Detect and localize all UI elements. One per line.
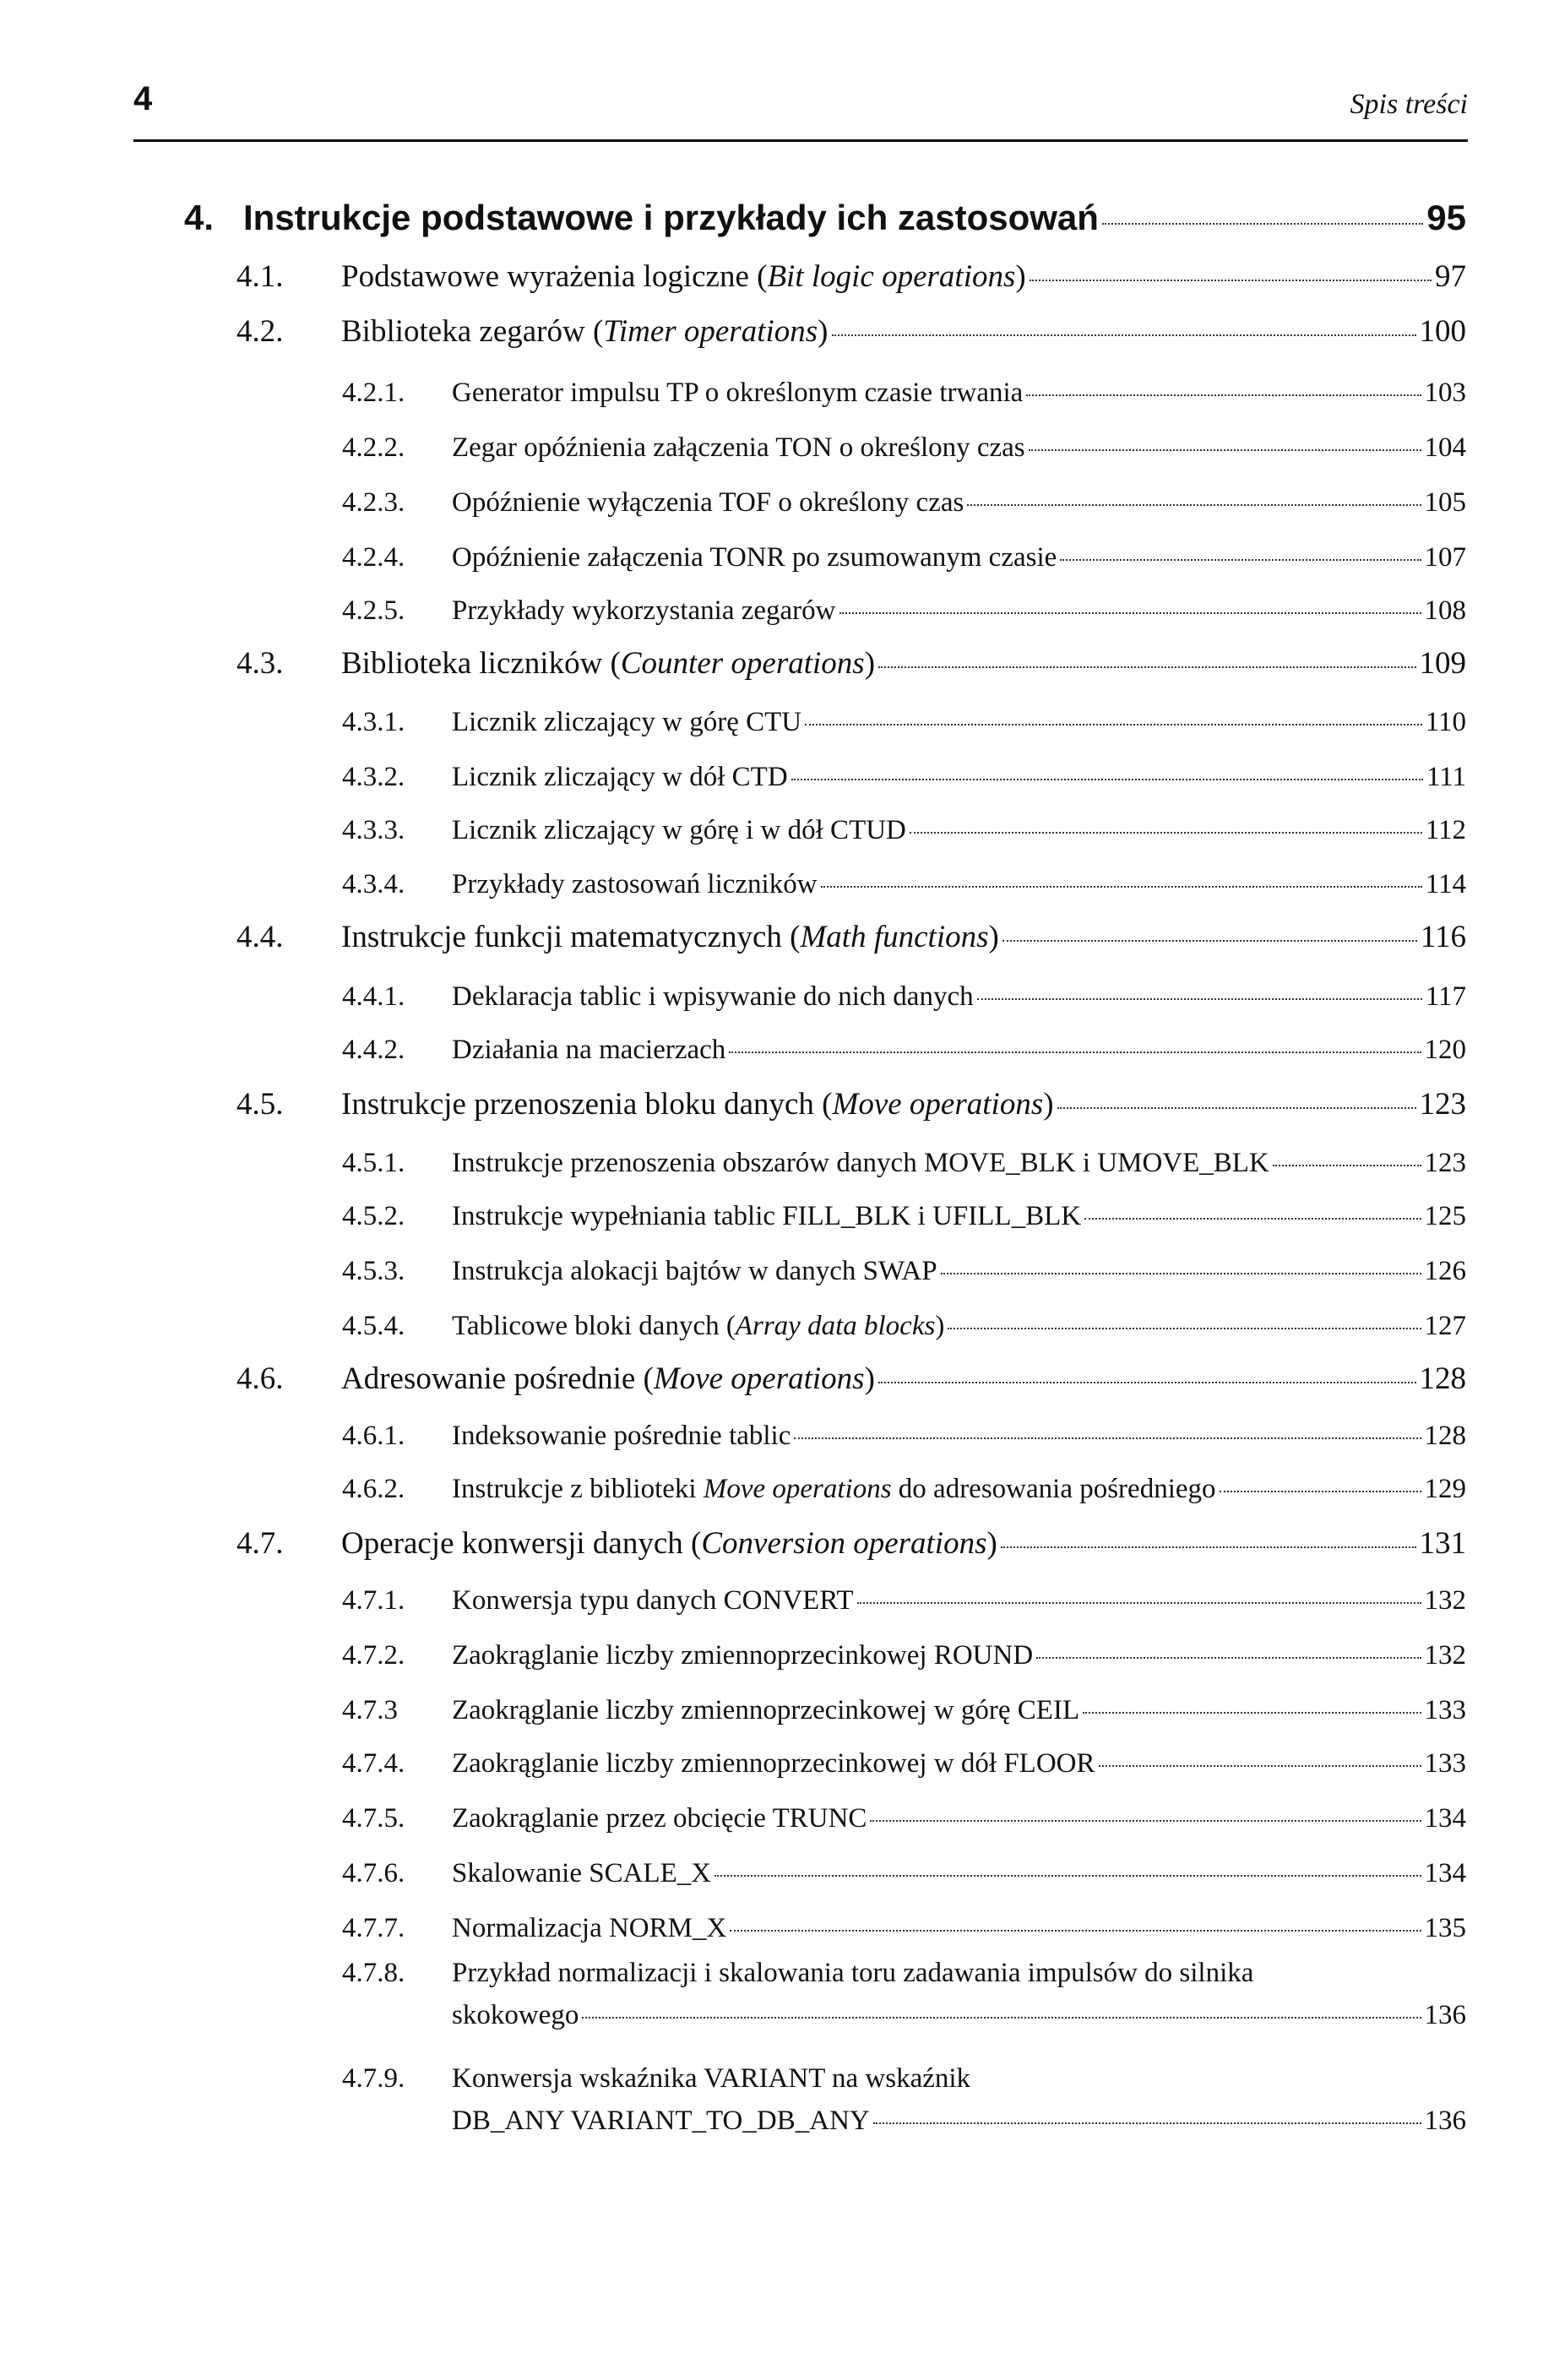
toc-number: 4.5.3.: [342, 1256, 405, 1286]
leader-dots: [1002, 909, 1417, 942]
toc-title: Opóźnienie załączenia TONR po zsumowanym czasie: [452, 542, 1057, 573]
toc-page: 104: [1424, 432, 1466, 463]
toc-number: 4.7.9.: [342, 2063, 405, 2094]
toc-page: 128: [1419, 1361, 1466, 1396]
toc-page: 108: [1424, 595, 1466, 626]
toc-title: Generator impulsu TP o określonym czasie trwania: [452, 378, 1024, 408]
leader-dots: [857, 1574, 1421, 1604]
toc-title: Biblioteka liczników (Counter operations): [341, 646, 876, 681]
leader-dots: [832, 303, 1416, 336]
leader-dots: [941, 1245, 1421, 1274]
toc-number: 4.5.1.: [342, 1148, 405, 1178]
toc-number: 4.6.1.: [342, 1421, 405, 1451]
toc-chapter-4[interactable]: [184, 193, 1466, 238]
leader-dots: [1083, 1684, 1421, 1714]
toc-page: 109: [1419, 646, 1466, 681]
toc-number: 4.4.2.: [342, 1035, 405, 1065]
toc-subentry[interactable]: [342, 1305, 1466, 1342]
toc-number: 4.5.4.: [342, 1311, 405, 1341]
toc-page: 105: [1424, 487, 1466, 518]
toc-page: 123: [1424, 1148, 1466, 1178]
toc-page: 133: [1424, 1748, 1466, 1779]
toc-page: 131: [1419, 1526, 1466, 1561]
toc-title: Biblioteka zegarów (Timer operations): [341, 314, 829, 349]
toc-page: 116: [1420, 920, 1466, 954]
toc-number: 4.2.4.: [342, 542, 405, 573]
toc-page: 103: [1424, 378, 1466, 408]
leader-dots: [1084, 1190, 1421, 1220]
toc-subentry[interactable]: [342, 1142, 1466, 1179]
toc-title: Indeksowanie pośrednie tablic: [452, 1421, 791, 1451]
toc-title: Instrukcje podstawowe i przykłady ich zastosowań: [243, 198, 1099, 237]
toc-title: Opóźnienie wyłączenia TOF o określony czas: [452, 487, 964, 518]
toc-page: 136: [1424, 2000, 1466, 2030]
leader-dots: [873, 2095, 1421, 2124]
leader-dots: [1102, 187, 1423, 225]
toc-page: 114: [1425, 869, 1466, 899]
toc-page: 120: [1424, 1035, 1466, 1065]
toc-title: Podstawowe wyrażenia logiczne (Bit logic operations): [341, 259, 1026, 294]
toc-number: 4.1.: [236, 259, 284, 294]
toc-title: Tablicowe bloki danych (Array data blocks): [452, 1311, 945, 1341]
toc-number: 4.7.7.: [342, 1913, 405, 1943]
toc-subentry[interactable]: [342, 1195, 1466, 1232]
leader-dots: [794, 1410, 1421, 1439]
toc-subentry[interactable]: [342, 427, 1466, 464]
toc-title: Instrukcje przenoszenia obszarów danych MOVE_BLK i UMOVE_BLK: [452, 1148, 1269, 1178]
toc-number: 4.2.3.: [342, 487, 405, 518]
toc-subentry[interactable]: [342, 481, 1466, 519]
toc-number: 4.7.5.: [342, 1803, 405, 1834]
toc-title-line-row: [452, 1994, 1466, 2031]
toc-title: Licznik zliczający w dół CTD: [452, 762, 788, 792]
toc-title: Normalizacja NORM_X: [452, 1913, 727, 1943]
toc-entry[interactable]: [236, 1356, 1466, 1397]
toc-subentry[interactable]: [342, 1250, 1466, 1287]
leader-dots: [1030, 248, 1432, 281]
toc-title: Deklaracja tablic i wpisywanie do nich danych: [452, 981, 974, 1012]
leader-dots: [948, 1300, 1421, 1329]
toc-entry[interactable]: [236, 1520, 1466, 1562]
toc-title: Instrukcje funkcji matematycznych (Math functions): [341, 920, 999, 954]
toc-page: 135: [1424, 1913, 1466, 1943]
toc-number: 4.2.2.: [342, 432, 405, 463]
leader-dots: [714, 1847, 1421, 1877]
toc-title: Zegar opóźnienia załączenia TON o określony czas: [452, 432, 1025, 463]
toc-page: 134: [1424, 1858, 1466, 1888]
toc-subentry[interactable]: [342, 1634, 1466, 1671]
leader-dots: [839, 584, 1421, 614]
toc-title: Zaokrąglanie przez obcięcie TRUNC: [452, 1803, 867, 1834]
toc-number: 4.7.6.: [342, 1858, 405, 1888]
toc-page: 100: [1419, 314, 1466, 349]
toc-title-line-row: [452, 2100, 1466, 2137]
toc-page: 127: [1424, 1311, 1466, 1341]
toc-title-line: skokowego: [452, 2000, 579, 2030]
toc-subentry[interactable]: [342, 536, 1466, 573]
toc-subentry[interactable]: [342, 1907, 1466, 1944]
toc-page: 128: [1424, 1421, 1466, 1451]
toc-title-line: Konwersja wskaźnika VARIANT na wskaźnik: [452, 2063, 971, 2094]
leader-dots: [805, 696, 1422, 725]
toc-number: 4.: [184, 198, 215, 237]
toc-subentry[interactable]: [342, 1579, 1466, 1617]
page-number: 4: [133, 80, 153, 117]
toc-page: 117: [1425, 981, 1466, 1012]
toc-page: 134: [1424, 1803, 1466, 1834]
toc-page: 123: [1419, 1087, 1466, 1122]
toc-subentry[interactable]: [342, 863, 1466, 900]
toc-entry[interactable]: [236, 640, 1466, 682]
leader-dots: [910, 804, 1422, 834]
leader-dots: [1057, 1076, 1416, 1109]
toc-subentry[interactable]: [342, 372, 1466, 409]
toc-title-line: Przykład normalizacji i skalowania toru zadawania impulsów do silnika: [452, 1958, 1254, 1988]
toc-entry[interactable]: [236, 1081, 1466, 1122]
toc-entry[interactable]: [236, 253, 1466, 295]
toc-subentry[interactable]: [342, 701, 1466, 738]
toc-title: Zaokrąglanie liczby zmiennoprzecinkowej w górę CEIL: [452, 1695, 1080, 1725]
leader-dots: [870, 1792, 1421, 1822]
toc-entry[interactable]: [236, 308, 1466, 350]
toc-page: 107: [1424, 542, 1466, 573]
toc-title: Skalowanie SCALE_X: [452, 1858, 712, 1888]
leader-dots: [967, 476, 1421, 506]
toc-subentry[interactable]: [342, 2063, 1466, 2137]
toc-title: Zaokrąglanie liczby zmiennoprzecinkowej w dół FLOOR: [452, 1748, 1095, 1779]
toc-subentry[interactable]: [342, 975, 1466, 1013]
leader-dots: [878, 1350, 1416, 1383]
toc-number: 4.7.1.: [342, 1585, 405, 1616]
leader-dots: [1026, 367, 1421, 396]
toc-page: 112: [1425, 815, 1466, 845]
toc-number: 4.5.: [236, 1087, 284, 1122]
leader-dots: [977, 970, 1422, 1000]
leader-dots: [821, 858, 1422, 888]
leader-dots: [729, 1024, 1421, 1053]
leader-dots: [1273, 1137, 1421, 1166]
toc-title: Adresowanie pośrednie (Move operations): [341, 1361, 875, 1396]
toc-title: Przykłady zastosowań liczników: [452, 869, 818, 899]
toc-number: 4.3.2.: [342, 762, 405, 792]
toc-page: 126: [1424, 1256, 1466, 1286]
toc-number: 4.6.2.: [342, 1474, 405, 1504]
toc-title: Instrukcje przenoszenia bloku danych (Move operations): [341, 1087, 1054, 1122]
toc-title-block: [452, 2063, 1466, 2137]
toc-page: 97: [1435, 259, 1466, 294]
leader-dots: [1029, 421, 1421, 451]
leader-dots: [1220, 1463, 1421, 1492]
toc-entry[interactable]: [236, 914, 1466, 955]
leader-dots: [878, 635, 1415, 668]
toc-title: Instrukcje wypełniania tablic FILL_BLK i UFILL_BLK: [452, 1201, 1082, 1231]
toc-number: 4.3.: [236, 646, 284, 681]
toc-number: 4.3.1.: [342, 707, 405, 737]
toc-number: 4.7.2.: [342, 1640, 405, 1671]
toc-page: 95: [1426, 198, 1466, 237]
toc-page: 110: [1425, 707, 1466, 737]
toc-page: 136: [1424, 2106, 1466, 2136]
toc-number: 4.4.: [236, 920, 284, 954]
toc-number: 4.2.5.: [342, 595, 405, 626]
toc-title: Instrukcja alokacji bajtów w danych SWAP: [452, 1256, 937, 1286]
leader-dots: [730, 1902, 1421, 1932]
toc-number: 4.2.1.: [342, 378, 405, 408]
toc-subentry[interactable]: [342, 809, 1466, 846]
leader-dots: [791, 751, 1423, 780]
leader-dots: [1060, 531, 1421, 561]
toc-number: 4.7.3: [342, 1695, 398, 1725]
toc-title-block: [452, 1958, 1466, 2031]
toc-subentry[interactable]: [342, 1415, 1466, 1452]
leader-dots: [1036, 1629, 1421, 1659]
toc-title: Licznik zliczający w górę CTU: [452, 707, 802, 737]
toc-title: Działania na macierzach: [452, 1035, 726, 1065]
toc-title: Operacje konwersji danych (Conversion operations): [341, 1526, 997, 1561]
toc-subentry[interactable]: [342, 1797, 1466, 1834]
toc-number: 4.2.: [236, 314, 284, 349]
running-title: Spis treści: [1350, 89, 1468, 120]
toc-subentry[interactable]: [342, 1029, 1466, 1066]
toc-page: 129: [1424, 1474, 1466, 1504]
toc-subentry[interactable]: [342, 756, 1466, 793]
toc-number: 4.7.: [236, 1526, 284, 1561]
toc-number: 4.3.3.: [342, 815, 405, 845]
toc-title: Zaokrąglanie liczby zmiennoprzecinkowej ROUND: [452, 1640, 1034, 1671]
toc-subentry[interactable]: [342, 1852, 1466, 1889]
toc-page: 133: [1424, 1695, 1466, 1725]
toc-number: 4.5.2.: [342, 1201, 405, 1231]
toc-subentry[interactable]: [342, 1742, 1466, 1780]
toc-subentry[interactable]: [342, 1958, 1466, 2031]
leader-dots: [1099, 1737, 1421, 1767]
toc-subentry[interactable]: [342, 1689, 1466, 1726]
toc-title: Przykłady wykorzystania zegarów: [452, 595, 836, 626]
toc-page: 111: [1426, 762, 1466, 792]
toc-page: 132: [1424, 1640, 1466, 1671]
toc-title: Konwersja typu danych CONVERT: [452, 1585, 854, 1616]
leader-dots: [1001, 1515, 1416, 1548]
toc-number: 4.4.1.: [342, 981, 405, 1012]
toc-title-line: DB_ANY VARIANT_TO_DB_ANY: [452, 2106, 870, 2136]
toc-number: 4.3.4.: [342, 869, 405, 899]
leader-dots: [582, 1989, 1421, 2019]
toc-title: Instrukcje z biblioteki Move operations do adresowania pośredniego: [452, 1474, 1216, 1504]
toc-number: 4.7.8.: [342, 1958, 405, 1988]
toc-title: Licznik zliczający w górę i w dół CTUD: [452, 815, 906, 845]
toc-page: 125: [1424, 1201, 1466, 1231]
toc-number: 4.6.: [236, 1361, 284, 1396]
toc-number: 4.7.4.: [342, 1748, 405, 1779]
toc-page: 132: [1424, 1585, 1466, 1616]
toc-subentry[interactable]: [342, 590, 1466, 627]
toc-subentry[interactable]: [342, 1468, 1466, 1505]
